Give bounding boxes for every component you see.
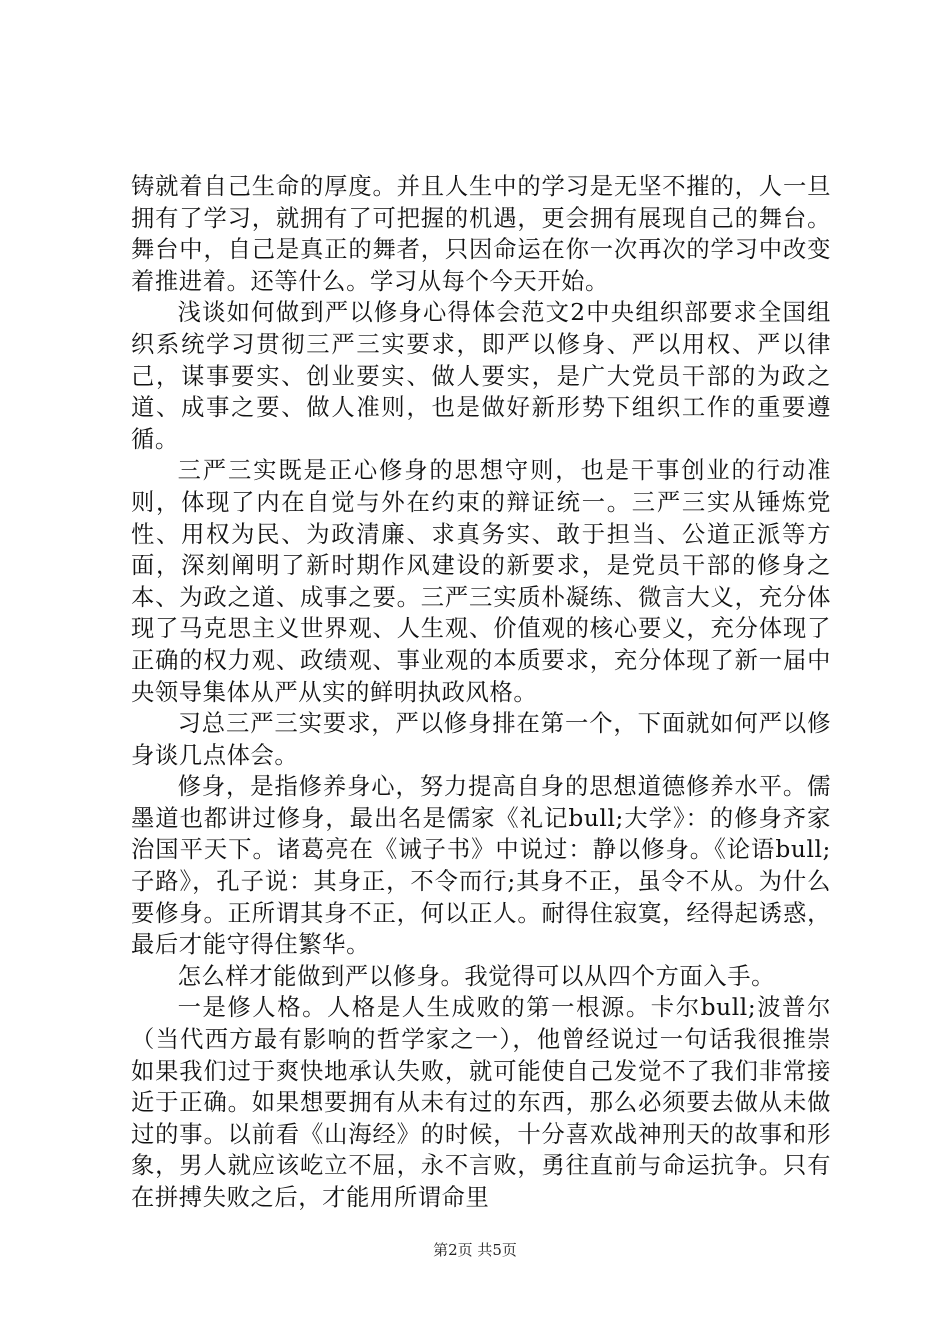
paragraph-self-cultivation-first: 习总三严三实要求，严以修身排在第一个，下面就如何严以修身谈几点体会。 xyxy=(131,710,831,769)
paragraph-self-cultivation-meaning: 修身，是指修养身心，努力提高自身的思想道德修养水平。儒墨道也都讲过修身，最出名是儒家《礼记bull;大学》：的修身齐家治国平天下。诸葛亮在《诫子书》中说过：静以修身。《论语bull;子路》，孔子说：其身正，不令而行;其身不正，虽令不从。为什么要修身。正所谓其身不正，何以正人。耐得住寂寞，经得起诱惑，最后才能守得住繁华。 xyxy=(131,773,831,959)
paragraph-personality: 一是修人格。人格是人生成败的第一根源。卡尔bull;波普尔（当代西方最有影响的哲学家之一），他曾经说过一句话我很推崇如果我们过于爽快地承认失败，就可能使自己发觉不了我们非常接近于正确。如果想要拥有从未有过的东西，那么必须要去做从未做过的事。以前看《山海经》的时候，十分喜欢战神刑天的故事和形象，男人就应该屹立不屈，永不言败，勇往直前与命运抗争。只有在拼搏失败之后，才能用所谓命里 xyxy=(131,994,831,1211)
paragraph-four-aspects: 怎么样才能做到严以修身。我觉得可以从四个方面入手。 xyxy=(177,962,776,990)
paragraph-continuation: 铸就着自己生命的厚度。并且人生中的学习是无坚不摧的，人一旦拥有了学习，就拥有了可把握的机遇，更会拥有展现自己的舞台。舞台中，自己是真正的舞者，只因命运在你一次再次的学习中改变着推进着。还等什么。学习从每个今天开始。 xyxy=(131,173,831,295)
paragraph-article-intro: 浅谈如何做到严以修身心得体会范文2中央组织部要求全国组织系统学习贯彻三严三实要求，即严以修身、严以用权、严以律己，谋事要实、创业要实、做人要实，是广大党员干部的为政之道、成事之要、做人准则，也是做好新形势下组织工作的重要遵循。 xyxy=(131,299,831,453)
paragraph-three-stricts: 三严三实既是正心修身的思想守则，也是干事创业的行动准则，体现了内在自觉与外在约束的辩证统一。三严三实从锤炼党性、用权为民、为政清廉、求真务实、敢于担当、公道正派等方面，深刻阐明了新时期作风建设的新要求，是党员干部的修身之本、为政之道、成事之要。三严三实质朴凝练、微言大义，充分体现了马克思主义世界观、人生观、价值观的核心要义，充分体现了正确的权力观、政绩观、事业观的本质要求，充分体现了新一届中央领导集体从严从实的鲜明执政风格。 xyxy=(131,457,831,706)
page-number-footer: 第2页 共5页 xyxy=(433,1241,517,1259)
document-body xyxy=(131,171,831,1214)
